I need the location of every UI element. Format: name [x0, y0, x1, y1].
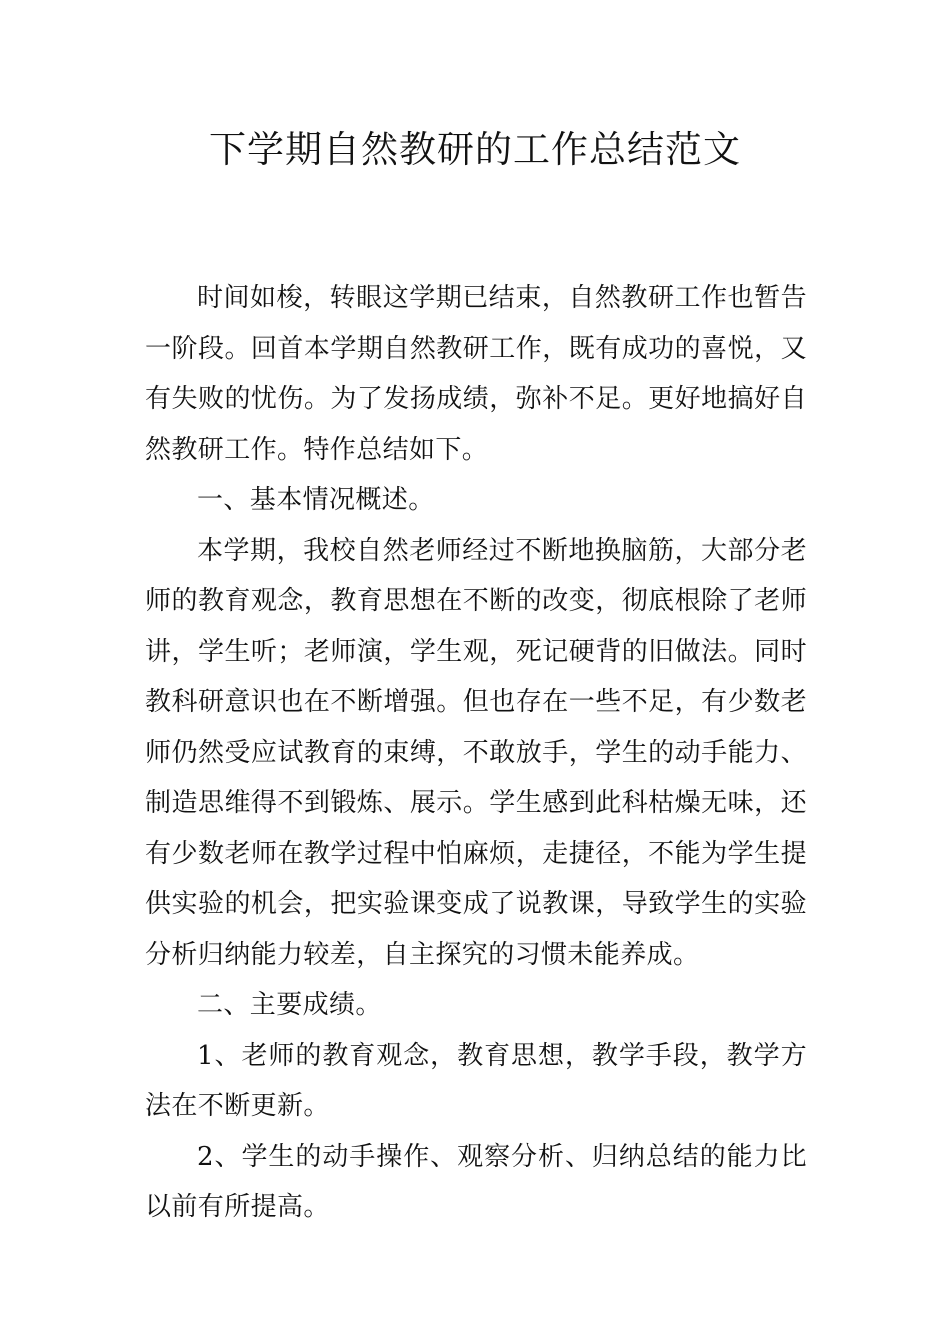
document-body	[145, 273, 807, 1233]
heading-section-2: 二、主要成绩。	[197, 990, 382, 1020]
paragraph-intro: 时间如梭，转眼这学期已结束，自然教研工作也暂告一阶段。回首本学期自然教研工作，既有成功的喜悦，又有失败的忧伤。为了发扬成绩，弥补不足。更好地搞好自然教研工作。特作总结如下。	[145, 283, 807, 465]
paragraph-section-1: 本学期，我校自然老师经过不断地换脑筋，大部分老师的教育观念，教育思想在不断的改变，彻底根除了老师讲，学生听；老师演，学生观，死记硬背的旧做法。同时教科研意识也在不断增强。但也存在一些不足，有少数老师仍然受应试教育的束缚，不敢放手，学生的动手能力、制造思维得不到锻炼、展示。学生感到此科枯燥无味，还有少数老师在教学过程中怕麻烦，走捷径，不能为学生提供实验的机会，把实验课变成了说教课，导致学生的实验分析归纳能力较差，自主探究的习惯未能养成。	[145, 535, 807, 970]
heading-section-1: 一、基本情况概述。	[197, 485, 435, 515]
paragraph-item-1: 1、老师的教育观念，教育思想，教学手段，教学方法在不断更新。	[145, 1040, 807, 1121]
paragraph-item-2: 2、学生的动手操作、观察分析、归纳总结的能力比以前有所提高。	[145, 1141, 807, 1222]
document-title: 下学期自然教研的工作总结范文	[209, 128, 741, 171]
